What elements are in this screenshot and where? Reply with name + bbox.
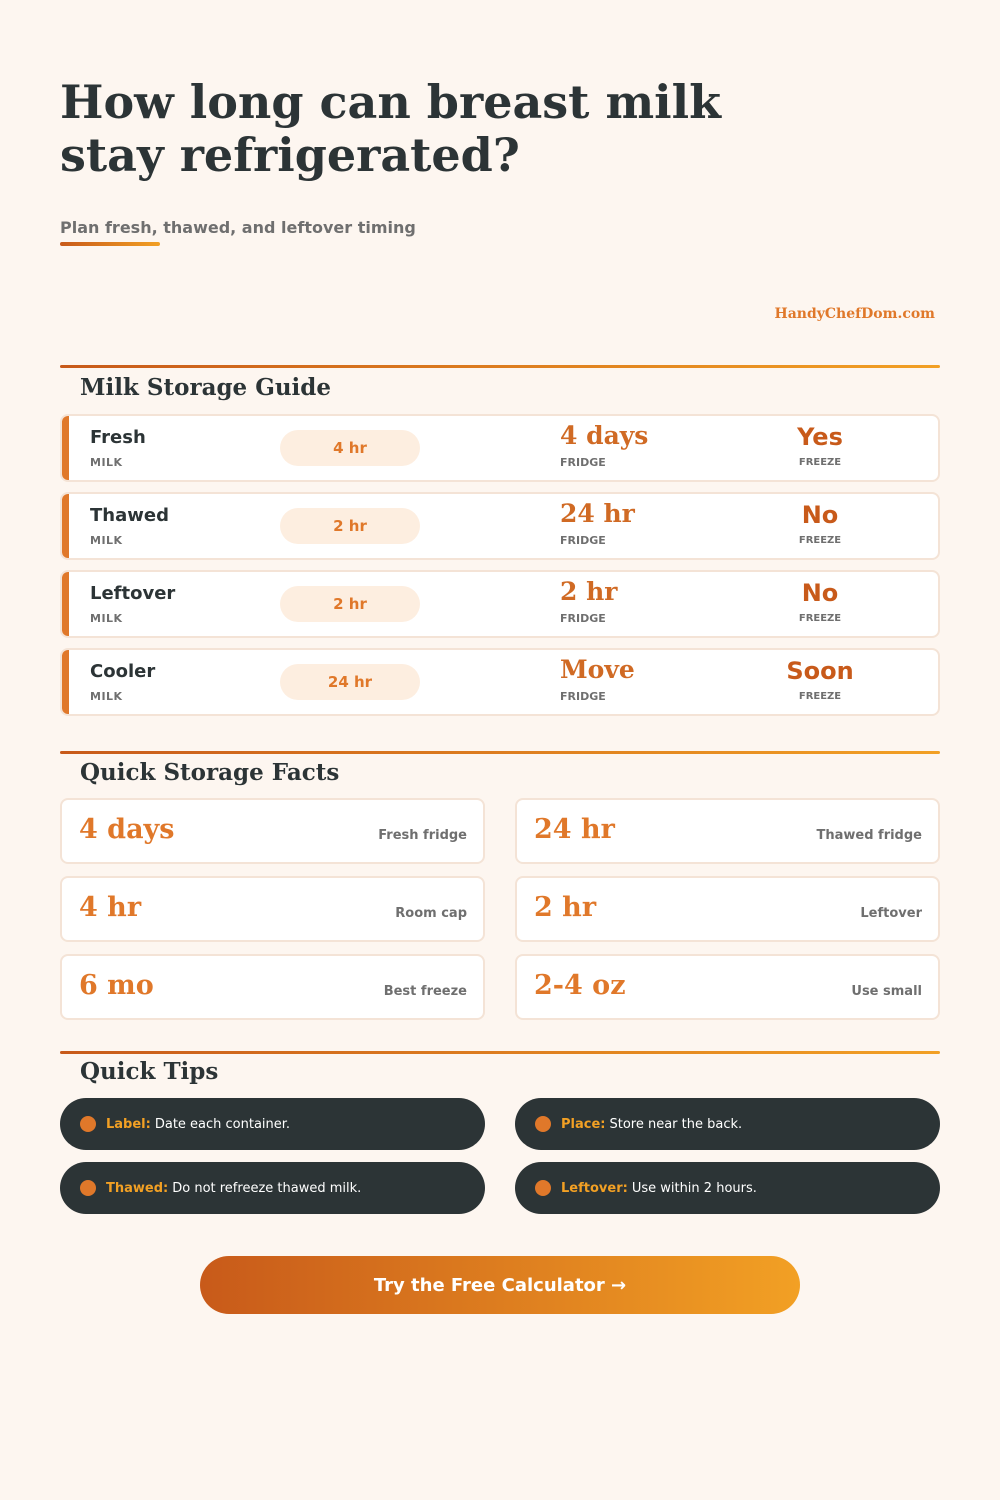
fridge-time: 4 days bbox=[560, 421, 649, 450]
page-subtitle: Plan fresh, thawed, and leftover timing bbox=[60, 218, 416, 237]
row-accent-bar bbox=[62, 572, 69, 636]
freeze-label: FREEZE bbox=[798, 535, 842, 546]
bullet-dot-icon bbox=[80, 1116, 96, 1132]
guide-row-cooler bbox=[60, 648, 940, 716]
guide-section-title: Milk Storage Guide bbox=[80, 374, 332, 401]
room-time-pill: 2 hr bbox=[280, 508, 420, 544]
fridge-label: FRIDGE bbox=[560, 612, 606, 625]
tip-label: Leftover: bbox=[561, 1180, 628, 1196]
tip-item bbox=[515, 1098, 940, 1150]
quick-tips-grid bbox=[60, 1098, 940, 1214]
tip-label: Label: bbox=[106, 1116, 151, 1132]
milk-type-sub: MILK bbox=[90, 534, 123, 547]
fact-card bbox=[60, 798, 485, 864]
bullet-dot-icon bbox=[80, 1180, 96, 1196]
fridge-label: FRIDGE bbox=[560, 456, 606, 469]
freeze-status: No bbox=[801, 501, 839, 529]
freeze-label: FREEZE bbox=[798, 613, 842, 624]
fact-card bbox=[60, 954, 485, 1020]
guide-section-divider bbox=[60, 365, 940, 368]
fact-card bbox=[515, 954, 940, 1020]
fridge-time: Move bbox=[560, 655, 635, 684]
fact-card bbox=[60, 876, 485, 942]
fact-value: 24 hr bbox=[534, 814, 615, 845]
freeze-status: No bbox=[801, 579, 839, 607]
tip-label: Place: bbox=[561, 1116, 606, 1132]
fridge-time: 24 hr bbox=[560, 499, 635, 528]
room-time-pill: 4 hr bbox=[280, 430, 420, 466]
tip-text: Store near the back. bbox=[609, 1116, 743, 1132]
bullet-dot-icon bbox=[535, 1116, 551, 1132]
tip-text: Date each container. bbox=[154, 1116, 291, 1132]
tips-section-divider bbox=[60, 1051, 940, 1054]
fact-value: 4 hr bbox=[79, 892, 142, 923]
fact-card bbox=[515, 798, 940, 864]
tips-section-title: Quick Tips bbox=[80, 1058, 219, 1085]
fact-label: Fresh fridge bbox=[378, 828, 467, 843]
freeze-label: FREEZE bbox=[798, 457, 842, 468]
row-accent-bar bbox=[62, 494, 69, 558]
tip-label: Thawed: bbox=[106, 1180, 169, 1196]
tip-item bbox=[60, 1098, 485, 1150]
milk-type-sub: MILK bbox=[90, 690, 123, 703]
fact-value: 4 days bbox=[79, 814, 175, 845]
bullet-dot-icon bbox=[535, 1180, 551, 1196]
facts-section-title: Quick Storage Facts bbox=[80, 759, 340, 786]
guide-row-thawed bbox=[60, 492, 940, 560]
tip-text: Do not refreeze thawed milk. bbox=[172, 1180, 362, 1196]
storage-facts-grid bbox=[60, 798, 940, 1020]
row-accent-bar bbox=[62, 416, 69, 480]
guide-row-leftover bbox=[60, 570, 940, 638]
milk-type-name: Leftover bbox=[90, 583, 176, 604]
facts-section-divider bbox=[60, 751, 940, 754]
fact-label: Use small bbox=[851, 984, 922, 999]
row-accent-bar bbox=[62, 650, 69, 714]
subtitle-underline bbox=[60, 242, 160, 246]
milk-type-name: Cooler bbox=[90, 661, 156, 682]
storage-guide-list bbox=[60, 414, 940, 726]
freeze-status: Soon bbox=[786, 657, 854, 685]
room-time-pill: 24 hr bbox=[280, 664, 420, 700]
guide-row-fresh bbox=[60, 414, 940, 482]
fact-label: Best freeze bbox=[383, 984, 467, 999]
tip-text: Use within 2 hours. bbox=[631, 1180, 757, 1196]
fact-value: 2-4 oz bbox=[534, 970, 626, 1001]
milk-type-name: Fresh bbox=[90, 427, 146, 448]
milk-type-name: Thawed bbox=[90, 505, 169, 526]
fridge-time: 2 hr bbox=[560, 577, 618, 606]
milk-type-sub: MILK bbox=[90, 456, 123, 469]
fact-card bbox=[515, 876, 940, 942]
tip-item bbox=[60, 1162, 485, 1214]
fact-value: 2 hr bbox=[534, 892, 597, 923]
fact-label: Room cap bbox=[395, 906, 467, 921]
free-calculator-button[interactable]: Try the Free Calculator → bbox=[200, 1256, 800, 1314]
fact-label: Thawed fridge bbox=[816, 828, 922, 843]
freeze-status: Yes bbox=[797, 423, 843, 451]
fact-value: 6 mo bbox=[79, 970, 154, 1001]
brand-link[interactable]: HandyChefDom.com bbox=[774, 306, 935, 322]
milk-type-sub: MILK bbox=[90, 612, 123, 625]
fridge-label: FRIDGE bbox=[560, 534, 606, 547]
tip-item bbox=[515, 1162, 940, 1214]
fridge-label: FRIDGE bbox=[560, 690, 606, 703]
freeze-label: FREEZE bbox=[798, 691, 842, 702]
room-time-pill: 2 hr bbox=[280, 586, 420, 622]
fact-label: Leftover bbox=[860, 906, 922, 921]
page-title: How long can breast milk stay refrigerated? bbox=[60, 75, 721, 182]
